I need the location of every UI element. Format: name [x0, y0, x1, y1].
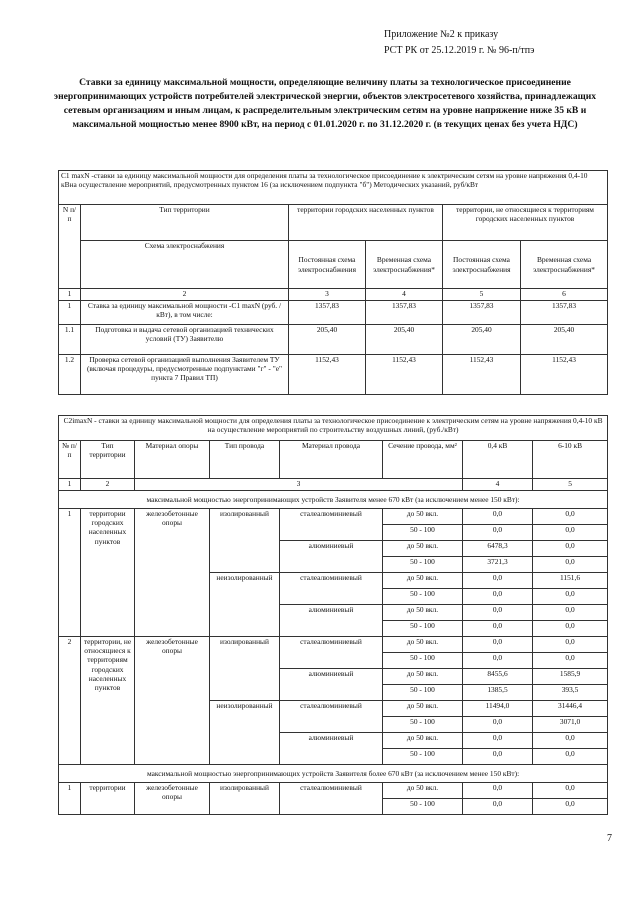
value-04kv: 0,0	[463, 509, 533, 525]
value-04kv: 6478,3	[463, 541, 533, 557]
row-label: Проверка сетевой организацией выполнения Заявителем ТУ (включая процедуры, предусмотренные подпунктами "г" - "е" пункта 7 Правил ТП)	[81, 355, 289, 395]
t2-header-wire-type: Тип провода	[210, 441, 280, 479]
rate-value: 205,40	[443, 325, 521, 355]
section-size: до 50 вкл.	[383, 701, 463, 717]
rate-value: 205,40	[521, 325, 608, 355]
value-610kv: 3071,0	[533, 717, 608, 733]
value-610kv: 0,0	[533, 653, 608, 669]
section-under-670kw: максимальной мощностью энергопринимающих устройств Заявителя менее 670 кВт (за исключением менее 150 кВт):	[59, 491, 608, 509]
order-reference	[384, 27, 534, 59]
value-610kv: 0,0	[533, 509, 608, 525]
wire-type: изолированный	[210, 509, 280, 573]
wire-material: сталеалюминиевый	[280, 637, 383, 669]
table-row	[59, 783, 608, 799]
table2-caption: С2imaxN - ставки за единицу максимальной мощности для определения платы за технологическое присоединение к электрическим сетям на уровне напряжения 0,4-10 кВ на осуществление мероприятий по строительству воздушных линий, (руб./кВт)	[59, 416, 608, 441]
t1-header-nonurban: территории, не относящиеся к территориям городских населенных пунктов	[443, 205, 608, 241]
t1-index: 3	[289, 289, 366, 301]
value-610kv: 0,0	[533, 733, 608, 749]
value-04kv: 0,0	[463, 783, 533, 799]
wire-material: алюминиевый	[280, 541, 383, 573]
value-04kv: 0,0	[463, 573, 533, 589]
t1-header-temporary-2: Временная схема электроснабжения*	[521, 241, 608, 289]
value-610kv: 0,0	[533, 589, 608, 605]
value-04kv: 0,0	[463, 749, 533, 765]
t1-index: 6	[521, 289, 608, 301]
t1-index: 2	[81, 289, 289, 301]
row-number: 1.2	[59, 355, 81, 395]
territory-type: территории городских населенных пунктов	[81, 509, 135, 637]
support-material: железобетонные опоры	[135, 783, 210, 815]
section-size: 50 - 100	[383, 525, 463, 541]
value-610kv: 0,0	[533, 637, 608, 653]
group-number: 2	[59, 637, 81, 765]
t2-header-610kv: 6-10 кВ	[533, 441, 608, 479]
value-04kv: 0,0	[463, 621, 533, 637]
t1-index: 4	[366, 289, 443, 301]
wire-material: сталеалюминиевый	[280, 509, 383, 541]
t2-header-number: № п/п	[59, 441, 81, 479]
rate-value: 1357,83	[521, 301, 608, 325]
value-610kv: 0,0	[533, 783, 608, 799]
t2-header-territory: Тип территории	[81, 441, 135, 479]
section-size: 50 - 100	[383, 717, 463, 733]
value-04kv: 0,0	[463, 733, 533, 749]
t1-header-scheme: Схема электроснабжения	[81, 241, 289, 289]
t1-header-urban: территории городских населенных пунктов	[289, 205, 443, 241]
document-title: Ставки за единицу максимальной мощности, определяющие величину платы за технологическое присоединение энергопринимающих устройств потребителей электрической энергии, объектов электросетевого хозяйства, принадлежащих сетевым организациям и иным лицам, к распределительным электрическим сетям на уровне напряжение ниже 35 кВ и максимальной мощностью менее 8900 кВт, на период с 01.01.2020 г. по 31.12.2020 г. (в текущих ценах без учета НДС)	[53, 77, 597, 130]
section-size: до 50 вкл.	[383, 573, 463, 589]
t2-header-04kv: 0,4 кВ	[463, 441, 533, 479]
row-number: 1.1	[59, 325, 81, 355]
t1-header-type: Тип территории	[81, 205, 289, 241]
support-material: железобетонные опоры	[135, 509, 210, 637]
table1-caption: С1 maxN -ставки за единицу максимальной мощности для определения платы за технологическое присоединение к электрическим сетям на уровне напряжения 0,4-10 кВна осуществление мероприятий, предусмотренных пунктом 16 (за исключением подпункта "б") Методических указаний, руб/кВт	[59, 171, 608, 205]
table-row	[59, 637, 608, 653]
t1-header-permanent-2: Постоянная схема электроснабжения	[443, 241, 521, 289]
value-610kv: 0,0	[533, 749, 608, 765]
wire-type: неизолированный	[210, 701, 280, 765]
wire-type: неизолированный	[210, 573, 280, 637]
support-material: железобетонные опоры	[135, 637, 210, 765]
value-04kv: 0,0	[463, 605, 533, 621]
wire-material: алюминиевый	[280, 669, 383, 701]
section-size: 50 - 100	[383, 685, 463, 701]
t2-header-wire-material: Материал провода	[280, 441, 383, 479]
rate-value: 1152,43	[366, 355, 443, 395]
value-04kv: 1385,5	[463, 685, 533, 701]
t1-header-number: N п/п	[59, 205, 81, 289]
section-over-670kw: максимальной мощностью энергопринимающих устройств Заявителя более 670 кВт (за исключением менее 150 кВт):	[59, 765, 608, 783]
t1-header-temporary: Временная схема электроснабжения*	[366, 241, 443, 289]
row-number: 1	[59, 301, 81, 325]
value-610kv: 393,5	[533, 685, 608, 701]
section-size: 50 - 100	[383, 557, 463, 573]
section-size: 50 - 100	[383, 589, 463, 605]
rate-value: 1357,83	[366, 301, 443, 325]
rate-value: 1152,43	[289, 355, 366, 395]
territory-type: территории, не относящиеся к территориям городских населенных пунктов	[81, 637, 135, 765]
value-04kv: 11494,0	[463, 701, 533, 717]
value-610kv: 1585,9	[533, 669, 608, 685]
rate-value: 205,40	[289, 325, 366, 355]
group-number: 1	[59, 509, 81, 637]
wire-material: сталеалюминиевый	[280, 783, 383, 815]
row-label: Ставка за единицу максимальной мощности -С1 maxN (руб. / кВт), в том числе:	[81, 301, 289, 325]
table-c1-rates	[58, 170, 608, 395]
value-610kv: 0,0	[533, 621, 608, 637]
t2-index: 1	[59, 479, 81, 491]
order-line-2: РСТ РК от 25.12.2019 г. № 96-п/тпэ	[384, 45, 535, 56]
value-610kv: 0,0	[533, 541, 608, 557]
rate-value: 1152,43	[521, 355, 608, 395]
t2-index: 4	[463, 479, 533, 491]
table-row	[59, 355, 608, 395]
section-size: 50 - 100	[383, 799, 463, 815]
t2-index: 5	[533, 479, 608, 491]
value-04kv: 8455,6	[463, 669, 533, 685]
value-610kv: 0,0	[533, 525, 608, 541]
table-row	[59, 325, 608, 355]
section-size: 50 - 100	[383, 621, 463, 637]
wire-material: сталеалюминиевый	[280, 573, 383, 605]
section-size: до 50 вкл.	[383, 637, 463, 653]
t2-header-support: Материал опоры	[135, 441, 210, 479]
territory-type: территории	[81, 783, 135, 815]
page-number: 7	[607, 833, 612, 844]
value-610kv: 1151,6	[533, 573, 608, 589]
table-row	[59, 509, 608, 525]
section-size: до 50 вкл.	[383, 541, 463, 557]
t2-index: 3	[135, 479, 463, 491]
section-size: до 50 вкл.	[383, 783, 463, 799]
wire-type: изолированный	[210, 637, 280, 701]
value-610kv: 0,0	[533, 605, 608, 621]
t1-index: 1	[59, 289, 81, 301]
section-size: до 50 вкл.	[383, 509, 463, 525]
value-610kv: 0,0	[533, 799, 608, 815]
t2-index: 2	[81, 479, 135, 491]
rate-value: 1357,83	[289, 301, 366, 325]
section-size: до 50 вкл.	[383, 733, 463, 749]
table-row	[59, 301, 608, 325]
section-size: до 50 вкл.	[383, 605, 463, 621]
t1-header-permanent: Постоянная схема электроснабжения	[289, 241, 366, 289]
table-c2-overhead-lines	[58, 415, 608, 815]
wire-material: алюминиевый	[280, 733, 383, 765]
value-610kv: 31446,4	[533, 701, 608, 717]
value-04kv: 0,0	[463, 717, 533, 733]
value-610kv: 0,0	[533, 557, 608, 573]
rate-value: 1357,83	[443, 301, 521, 325]
wire-material: сталеалюминиевый	[280, 701, 383, 733]
section-size: 50 - 100	[383, 749, 463, 765]
order-line-1: Приложение №2 к приказу	[384, 29, 499, 40]
t1-index: 5	[443, 289, 521, 301]
section-size: 50 - 100	[383, 653, 463, 669]
group-number: 1	[59, 783, 81, 815]
t2-header-section: Сечение провода, мм²	[383, 441, 463, 479]
wire-type: изолированный	[210, 783, 280, 815]
rate-value: 205,40	[366, 325, 443, 355]
value-04kv: 3721,3	[463, 557, 533, 573]
value-04kv: 0,0	[463, 799, 533, 815]
rate-value: 1152,43	[443, 355, 521, 395]
value-04kv: 0,0	[463, 525, 533, 541]
row-label: Подготовка и выдача сетевой организацией технических условий (ТУ) Заявителю	[81, 325, 289, 355]
wire-material: алюминиевый	[280, 605, 383, 637]
value-04kv: 0,0	[463, 653, 533, 669]
value-04kv: 0,0	[463, 589, 533, 605]
section-size: до 50 вкл.	[383, 669, 463, 685]
value-04kv: 0,0	[463, 637, 533, 653]
